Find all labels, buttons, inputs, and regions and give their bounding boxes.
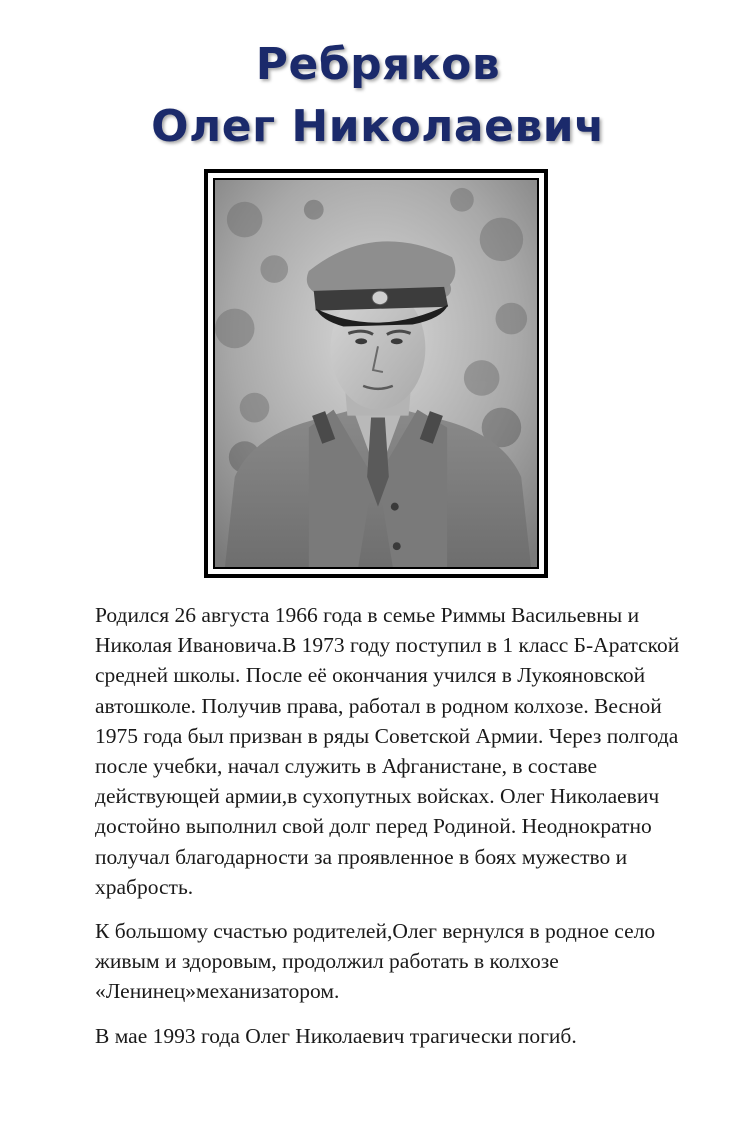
portrait-photo — [213, 178, 539, 569]
biography — [95, 600, 705, 1065]
bio-paragraph-1: Родился 26 августа 1966 года в семье Риммы Васильевны и Николая Ивановича.В 1973 году поступил в 1 класс Б-Аратской средней школы. После её окончания учился в Лукояновской автошколе. Получив права, работал в родном колхозе. Весной 1975 года был призван в ряды Советской Армии. Через полгода после учебки, начал служить в Афганистане, в составе действующей армии,в сухопутных войсках. Олег Николаевич достойно выполнил свой долг перед Родиной. Неоднократно получал благодарности за проявленное в боях мужество и храбрость. — [95, 603, 680, 899]
soldier-portrait-icon — [215, 180, 537, 567]
title-surname: Ребряков — [255, 39, 501, 90]
bio-paragraph-3: В мае 1993 года Олег Николаевич трагически погиб. — [95, 1023, 577, 1048]
page-title — [0, 34, 756, 158]
bio-paragraph-2: К большому счастью родителей,Олег вернулся в родное село живым и здоровым, продолжил работать в колхозе «Ленинец»механизатором. — [95, 919, 656, 1004]
title-given-name: Олег Николаевич — [151, 101, 605, 152]
portrait-frame — [204, 169, 548, 578]
